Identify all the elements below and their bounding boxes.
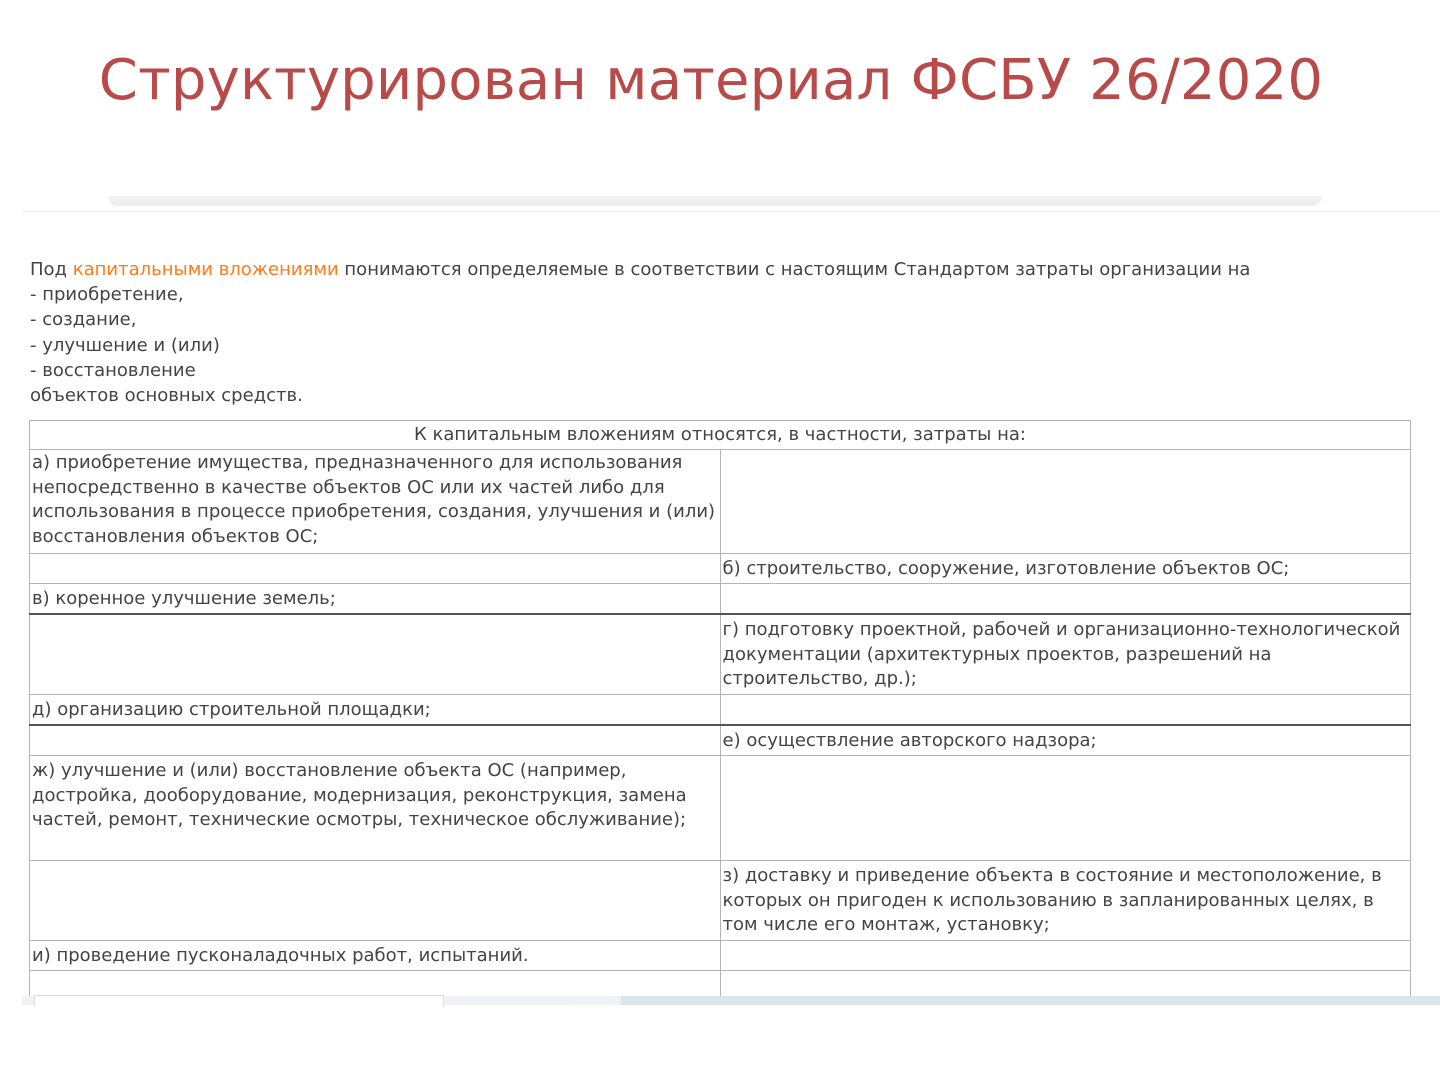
intro-item: - создание, <box>30 309 137 331</box>
table-cell-right <box>720 694 1411 725</box>
intro-highlight-term: капитальными вложениями <box>72 259 339 280</box>
table-cell-right <box>720 755 1411 860</box>
intro-item: - восстановление <box>30 359 196 381</box>
table-cell-right <box>720 583 1411 614</box>
capital-investments-table <box>29 420 1411 999</box>
intro-item: - приобретение, <box>30 284 184 306</box>
table-cell-left: в) коренное улучшение земель; <box>30 583 721 614</box>
table-cell-left: д) организацию строительной площадки; <box>30 694 721 725</box>
slide-title: Структурирован материал ФСБУ 26/2020 <box>98 48 1324 113</box>
table-cell-left <box>30 614 721 695</box>
table-cell-right <box>720 970 1411 998</box>
table-row <box>30 755 1411 860</box>
table-row <box>30 694 1411 725</box>
table-cell-right: е) осуществление авторского надзора; <box>720 725 1411 756</box>
table-row <box>30 614 1411 695</box>
table-row <box>30 940 1411 970</box>
table-row <box>30 583 1411 614</box>
intro-closing: объектов основных средств. <box>30 385 303 407</box>
table-cell-left: ж) улучшение и (или) восстановление объекта ОС (например, достройка, дооборудование, модернизация, реконструкция, замена частей, ремонт, технические осмотры, техническое обслуживание); <box>30 755 721 860</box>
table-cell-left: а) приобретение имущества, предназначенного для использования непосредственно в качестве объектов ОС или их частей либо для использования в процессе приобретения, создания, улучшения и (или) восстановления объектов ОС; <box>30 449 721 553</box>
header-shadow <box>108 196 1322 206</box>
table-row <box>30 725 1411 756</box>
table-row <box>30 449 1411 553</box>
intro-prefix: Под <box>30 259 73 280</box>
header-divider <box>22 211 1440 212</box>
intro-paragraph <box>30 257 1420 408</box>
table-cell-left <box>30 725 721 756</box>
table-cell-right <box>720 940 1411 970</box>
table-cell-right: б) строительство, сооружение, изготовление объектов ОС; <box>720 553 1411 583</box>
table-cell-right: з) доставку и приведение объекта в состояние и местоположение, в которых он пригоден к использованию в запланированных целях, в том числе его монтаж, установку; <box>720 860 1411 940</box>
table-header-cell: К капитальным вложениям относятся, в частности, затраты на: <box>30 421 1411 450</box>
intro-item: - улучшение и (или) <box>30 334 220 356</box>
table-cell-right: г) подготовку проектной, рабочей и организационно-технологической документации (архитектурных проектов, разрешений на строительство, др.); <box>720 614 1411 695</box>
table-row <box>30 553 1411 583</box>
table-cell-right <box>720 449 1411 553</box>
footer-segment <box>565 996 621 1005</box>
table-row <box>30 860 1411 940</box>
table-header-row <box>30 421 1411 450</box>
footer-tab <box>34 995 444 1006</box>
table-cell-left <box>30 860 721 940</box>
intro-first-line <box>30 257 1420 282</box>
table-cell-left <box>30 553 721 583</box>
intro-suffix: понимаются определяемые в соответствии с настоящим Стандартом затраты организации на <box>338 259 1251 280</box>
table-cell-left: и) проведение пусконаладочных работ, испытаний. <box>30 940 721 970</box>
